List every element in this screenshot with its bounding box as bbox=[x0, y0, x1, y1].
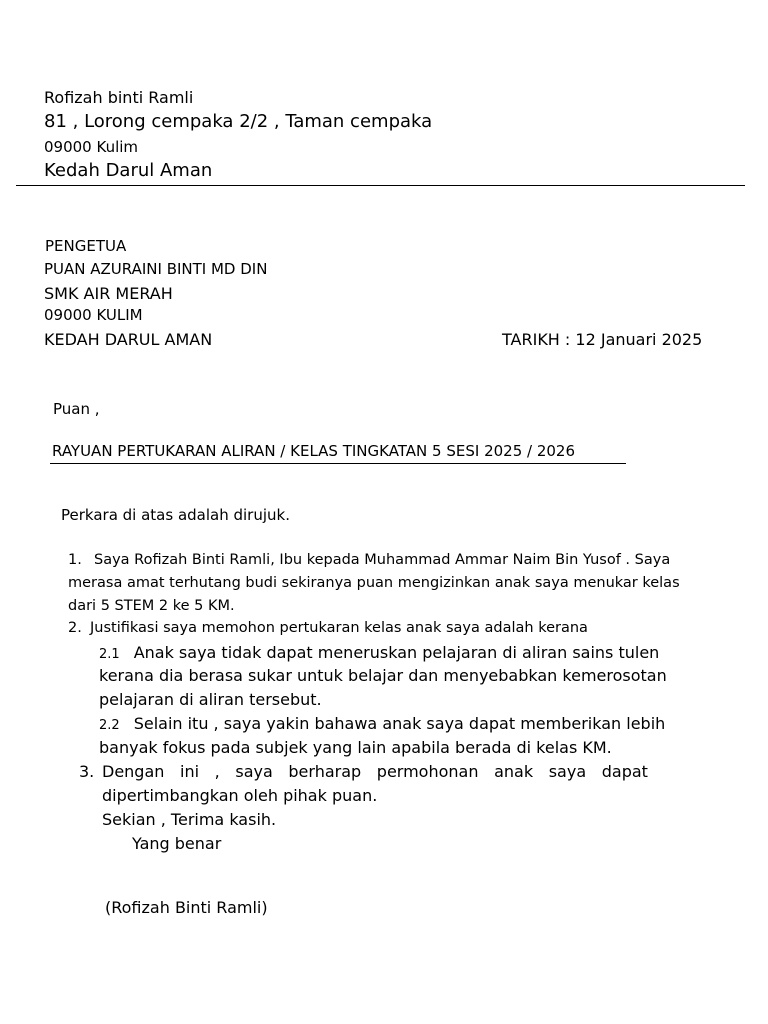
subject-heading: RAYUAN PERTUKARAN ALIRAN / KELAS TINGKATAN 5 SESI 2025 / 2026 bbox=[52, 442, 576, 460]
salutation: Puan , bbox=[53, 400, 100, 418]
subpoint-2-1-number: 2.1 bbox=[99, 647, 120, 662]
closing-thanks: Sekian , Terima kasih. bbox=[102, 810, 277, 829]
subpoint-2-1-line-3: pelajaran di aliran tersebut. bbox=[99, 690, 322, 709]
paragraph-3-word: ini bbox=[180, 762, 200, 781]
paragraph-2-number: 2. bbox=[68, 620, 82, 636]
subpoint-2-2-line-1 bbox=[99, 716, 665, 732]
paragraph-3-word: dapat bbox=[601, 762, 648, 781]
reference-line: Perkara di atas adalah dirujuk. bbox=[61, 506, 290, 524]
paragraph-3-line-2: dipertimbangkan oleh pihak puan. bbox=[102, 786, 378, 805]
sender-address-line3: Kedah Darul Aman bbox=[44, 160, 213, 181]
paragraph-3-word: berharap bbox=[288, 762, 362, 781]
paragraph-2-text: Justifikasi saya memohon pertukaran kelas anak saya adalah kerana bbox=[90, 620, 588, 636]
paragraph-1-text: Saya Rofizah Binti Ramli, Ibu kepada Muhammad Ammar Naim Bin Yusof . Saya bbox=[94, 552, 671, 568]
paragraph-2-line-1 bbox=[68, 621, 588, 636]
paragraph-1-number: 1. bbox=[68, 552, 82, 568]
subpoint-2-2-number: 2.2 bbox=[99, 718, 120, 733]
subpoint-2-1-text: Anak saya tidak dapat meneruskan pelajaran di aliran sains tulen bbox=[133, 643, 660, 662]
subpoint-2-2-text: Selain itu , saya yakin bahawa anak saya dapat memberikan lebih bbox=[133, 714, 666, 733]
paragraph-3-word: saya bbox=[548, 762, 587, 781]
paragraph-1-line-1 bbox=[68, 553, 670, 568]
letter-date: TARIKH : 12 Januari 2025 bbox=[502, 330, 703, 349]
sender-address-line1: 81 , Lorong cempaka 2/2 , Taman cempaka bbox=[44, 111, 433, 132]
sender-address-line2: 09000 Kulim bbox=[44, 138, 139, 156]
paragraph-3-word: permohonan bbox=[376, 762, 479, 781]
paragraph-3-line-1 bbox=[102, 764, 648, 780]
paragraph-1-line-2: merasa amat terhutang budi sekiranya puan mengizinkan anak saya menukar kelas bbox=[68, 575, 680, 591]
paragraph-1-line-3: dari 5 STEM 2 ke 5 KM. bbox=[68, 598, 235, 614]
signature-name: (Rofizah Binti Ramli) bbox=[105, 898, 268, 917]
paragraph-3-word: saya bbox=[235, 762, 273, 781]
subpoint-2-2-line-2: banyak fokus pada subjek yang lain apabila berada di kelas KM. bbox=[99, 738, 612, 757]
subpoint-2-1-line-1 bbox=[99, 645, 659, 661]
paragraph-3-word: , bbox=[214, 762, 220, 781]
recipient-state: KEDAH DARUL AMAN bbox=[44, 330, 213, 349]
letterhead-divider bbox=[16, 185, 745, 186]
recipient-school: SMK AIR MERAH bbox=[44, 284, 173, 303]
subject-underline bbox=[50, 463, 626, 464]
recipient-postcode: 09000 KULIM bbox=[44, 306, 143, 324]
sender-name: Rofizah binti Ramli bbox=[44, 88, 194, 107]
paragraph-3-word: Dengan bbox=[102, 762, 165, 781]
subpoint-2-1-line-2: kerana dia berasa sukar untuk belajar dan menyebabkan kemerosotan bbox=[99, 666, 667, 685]
recipient-title: PENGETUA bbox=[45, 237, 127, 255]
closing-sign-off: Yang benar bbox=[132, 834, 222, 853]
paragraph-3-word: anak bbox=[494, 762, 534, 781]
recipient-name: PUAN AZURAINI BINTI MD DIN bbox=[44, 260, 268, 278]
paragraph-3-number: 3. bbox=[79, 762, 95, 781]
